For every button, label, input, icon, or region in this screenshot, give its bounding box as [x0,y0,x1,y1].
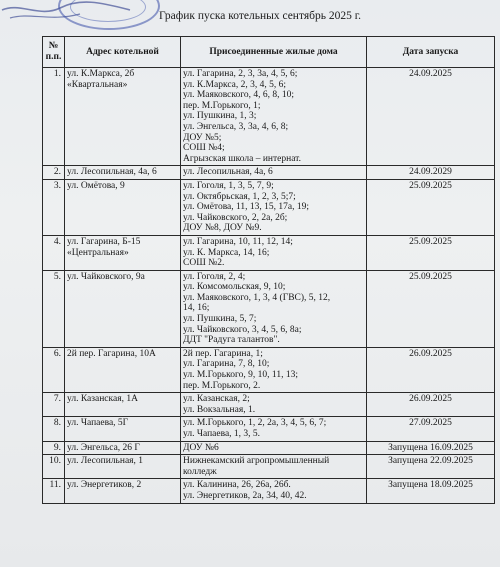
table-row [43,235,495,270]
houses-cell-line: ул. Чайковского, 2, 2а, 2б; [183,212,288,223]
houses-cell-line: ул. Маяковского, 1, 3, 4 (ГВС), 5, 12, [183,292,331,303]
houses-cell-line: 14, 16; [183,303,210,314]
document-title: График пуска котельных сентябрь 2025 г. [158,10,362,22]
address-cell-line: ул. Лесопильная, 4а, 6 [67,167,157,178]
start-date-cell: 24.09.2025 [367,68,495,166]
address-cell [65,235,181,270]
address-cell [65,68,181,166]
address-cell-line: ул. Казанская, 1А [67,394,138,405]
houses-cell [181,235,367,270]
table-row [43,393,495,417]
address-cell-line: ул. Энергетиков, 2 [67,480,142,491]
houses-cell-line: ул. Гагарина, 10, 11, 12, 14; [183,236,293,247]
houses-cell-line: ул. Гагарина, 2, 3, 3а, 4, 5, 6; [183,69,298,79]
address-cell-line: ул. Энгельса, 26 Г [67,442,140,453]
houses-cell-line: ул. Лесопильная, 4а, 6 [183,167,273,178]
row-number: 10. [43,455,65,479]
houses-cell-line: 2й пер. Гагарина, 1; [183,348,263,359]
houses-cell-line: ул. Октябрьская, 1, 2, 3, 5;7; [183,191,296,202]
table-row [43,479,495,503]
table-header-row [43,37,495,68]
houses-cell-line: ДОУ №8, ДОУ №9. [183,223,262,234]
row-number: 8. [43,417,65,441]
houses-cell [181,347,367,392]
houses-cell-line: ул. Казанская, 2; [183,394,250,405]
houses-cell-line: пер. М.Горького, 2. [183,380,261,391]
houses-cell-line: ул. М.Горького, 9, 10, 11, 13; [183,370,298,381]
houses-cell-line: ул. Гоголя, 2, 4; [183,271,246,282]
address-cell-line: ул. Лесопильная, 1 [67,456,144,467]
houses-cell-line: колледж [183,466,217,477]
start-date-cell: Запущена 22.09.2025 [367,455,495,479]
table-row [43,417,495,441]
houses-cell [181,68,367,166]
houses-cell-line: ул. Энергетиков, 2а, 34, 40, 42. [183,490,307,501]
houses-cell-line: ДДТ "Радуга талантов". [183,335,280,346]
table-row [43,441,495,455]
houses-cell-line: ул. Чайковского, 3, 4, 5, 6, 8а; [183,324,302,335]
houses-cell-line: ул. Пушкина, 1, 3; [183,111,257,122]
houses-cell-line: ДОУ №5; [183,132,222,143]
start-date-cell: Запущена 16.09.2025 [367,441,495,455]
houses-cell-line: ул. Гоголя, 1, 3, 5, 7, 9; [183,180,274,191]
table-row [43,270,495,347]
houses-cell-line: СОШ №4; [183,143,225,154]
houses-cell-line: ДОУ №6 [183,442,219,453]
row-number: 7. [43,393,65,417]
row-number: 3. [43,179,65,235]
address-cell-line: ул. К.Маркса, 2б [67,69,135,79]
houses-cell [181,393,367,417]
houses-cell [181,166,367,180]
address-cell [65,166,181,180]
address-cell [65,179,181,235]
start-date-cell: 27.09.2025 [367,417,495,441]
houses-cell [181,441,367,455]
row-number: 6. [43,347,65,392]
header-num: № п.п. [43,37,65,68]
houses-cell-line: Нижнекамский агропромышленный [183,456,330,467]
houses-cell-line: ул. Вокзальная, 1. [183,404,256,415]
table-row [43,166,495,180]
start-date-cell: 24.09.2029 [367,166,495,180]
start-date-cell: Запущена 18.09.2025 [367,479,495,503]
houses-cell-line: ул. Калинина, 26, 26а, 26б. [183,480,291,491]
houses-cell [181,179,367,235]
houses-cell-line: Агрызская школа – интернат. [183,153,301,164]
address-cell-line: ул. Чапаева, 5Г [67,418,129,429]
header-date: Дата запуска [367,37,495,68]
row-number: 11. [43,479,65,503]
address-cell [65,455,181,479]
row-number: 9. [43,441,65,455]
row-number: 2. [43,166,65,180]
houses-cell-line: ул. Гагарина, 7, 8, 10; [183,359,270,370]
houses-cell-line: ул. К. Маркса, 14, 16; [183,247,270,258]
houses-cell-line: ул. Энгельса, 3, 3а, 4, 6, 8; [183,121,289,132]
address-cell [65,417,181,441]
address-cell [65,347,181,392]
houses-cell-line: ул. К.Маркса, 2, 3, 4, 5, 6; [183,79,287,90]
table-row [43,179,495,235]
address-cell-line: 2й пер. Гагарина, 10А [67,348,156,359]
start-date-cell: 25.09.2025 [367,179,495,235]
houses-cell [181,270,367,347]
row-number: 4. [43,235,65,270]
address-cell-line: ул. Гагарина, Б-15 [67,236,141,247]
houses-cell [181,417,367,441]
address-cell-line: ул. Чайковского, 9а [67,271,145,282]
start-date-cell: 25.09.2025 [367,270,495,347]
address-cell [65,479,181,503]
address-cell-line: ул. Омётова, 9 [67,180,125,191]
header-houses: Присоединенные жилые дома [181,37,367,68]
address-cell-line: «Квартальная» [67,79,128,90]
row-number: 5. [43,270,65,347]
start-date-cell: 26.09.2025 [367,393,495,417]
houses-cell-line: ул. Пушкина, 5, 7; [183,314,257,325]
start-date-cell: 26.09.2025 [367,347,495,392]
table-body [43,68,495,504]
table-row [43,68,495,166]
start-date-cell: 25.09.2025 [367,235,495,270]
row-number: 1. [43,68,65,166]
houses-cell-line: ул. Омётова, 11, 13, 15, 17а, 19; [183,202,310,213]
address-cell-line: «Центральная» [67,247,129,258]
table-row [43,347,495,392]
houses-cell-line: ул. Комсомольская, 9, 10; [183,282,286,293]
houses-cell-line: ул. Чапаева, 1, 3, 5. [183,429,261,439]
address-cell [65,270,181,347]
houses-cell [181,479,367,503]
houses-cell [181,455,367,479]
houses-cell-line: ул. М.Горького, 1, 2, 2а, 3, 4, 5, 6, 7; [183,418,327,429]
houses-cell-line: ул. Маяковского, 4, 6, 8, 10; [183,90,295,101]
address-cell [65,393,181,417]
houses-cell-line: пер. М.Горького, 1; [183,100,261,111]
schedule-table [42,36,495,504]
header-address: Адрес котельной [65,37,181,68]
address-cell [65,441,181,455]
houses-cell-line: СОШ №2. [183,258,225,269]
table-row [43,455,495,479]
